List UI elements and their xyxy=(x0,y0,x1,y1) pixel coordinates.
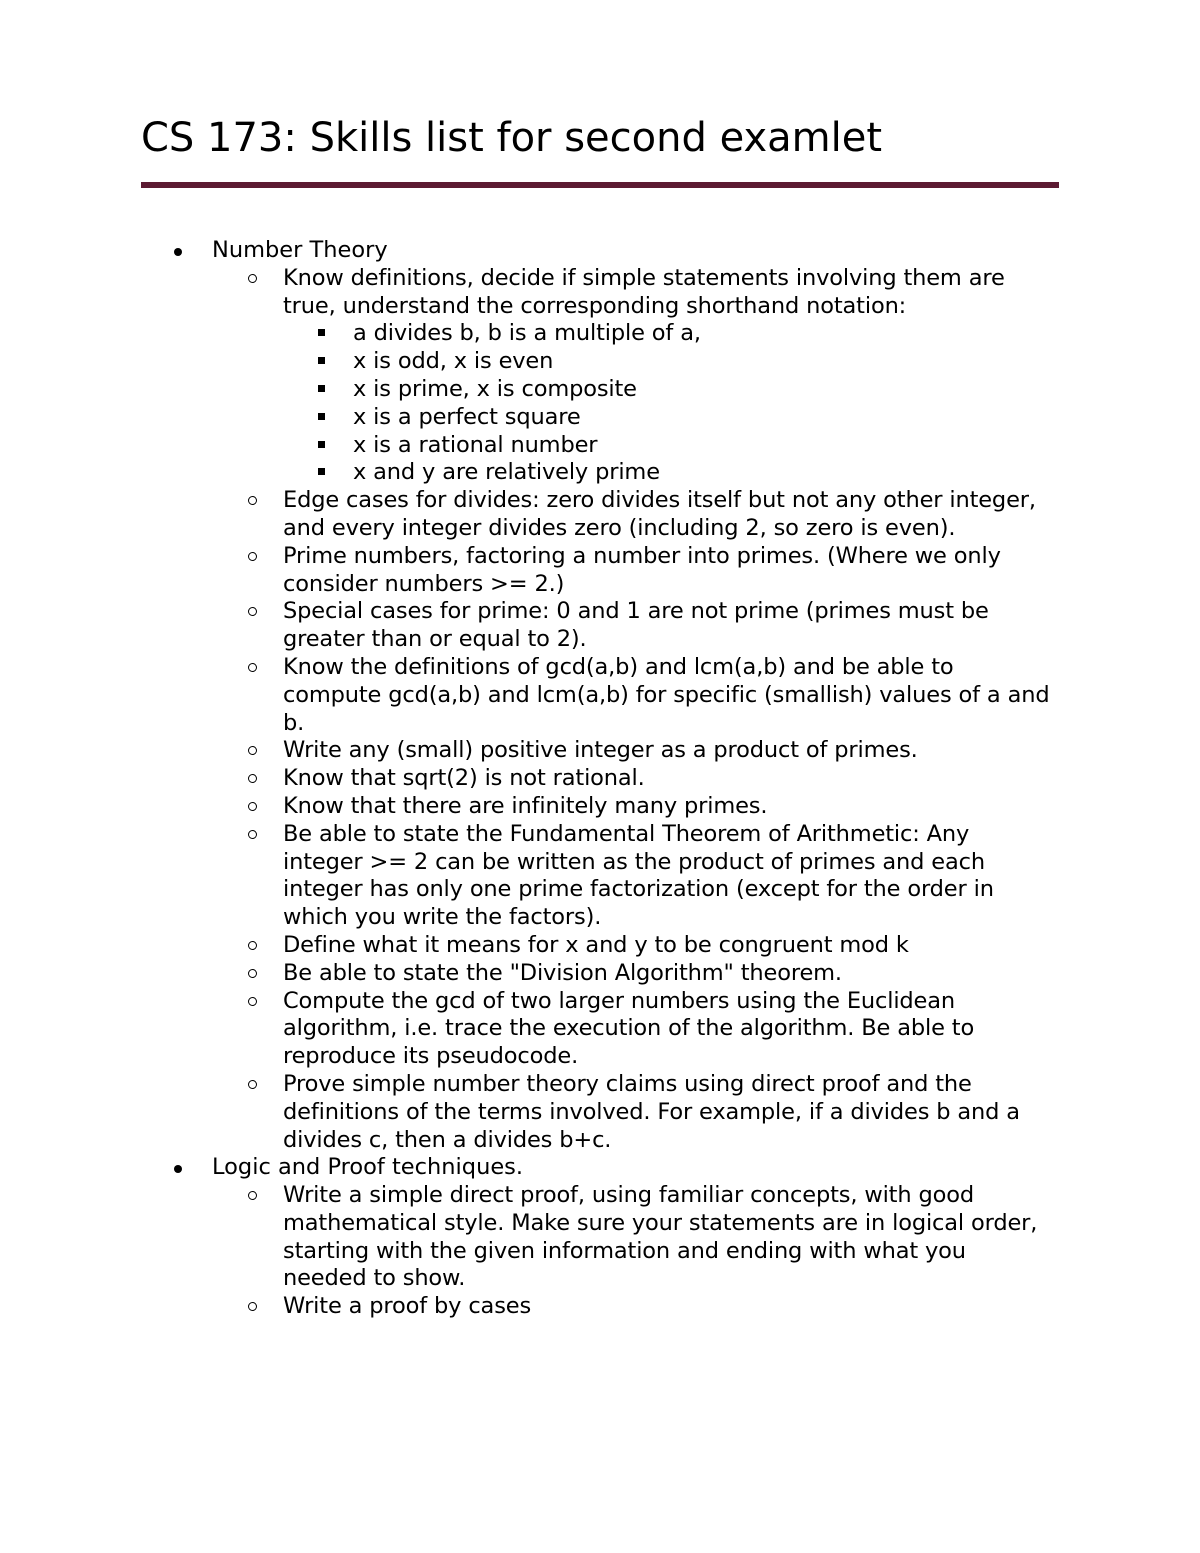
section-item xyxy=(0,237,1052,1154)
list-item-text: Write any (small) positive integer as a product of primes. xyxy=(283,737,918,764)
bullet-disc-icon xyxy=(174,1165,182,1173)
bullet-circle-icon xyxy=(248,1080,257,1089)
list-item-text: Know definitions, decide if simple statements involving them are true, understand the corresponding shorthand notation: xyxy=(283,264,1005,319)
list-item xyxy=(0,1071,1051,1154)
list-item-text: Prime numbers, factoring a number into primes. (Where we only consider numbers >= 2.) xyxy=(283,542,1001,597)
sub-list-item-text: x is a perfect square xyxy=(353,403,581,430)
bullet-circle-icon xyxy=(248,830,257,839)
bullet-square-icon xyxy=(318,413,325,420)
list-item xyxy=(0,821,1051,932)
list-item xyxy=(0,765,1051,793)
bullet-disc-icon xyxy=(174,248,182,256)
list-item xyxy=(0,793,1051,821)
list-item xyxy=(0,737,1051,765)
list-item-text: Know the definitions of gcd(a,b) and lcm(a,b) and be able to compute gcd(a,b) and lcm(a,b) for specific (smallish) values of a and b. xyxy=(283,653,1050,736)
page-title: CS 173: Skills list for second examlet xyxy=(141,115,883,161)
sub-list-item xyxy=(0,459,1051,487)
bullet-circle-icon xyxy=(248,941,257,950)
sub-list-item-text: x is a rational number xyxy=(353,431,598,458)
bullet-circle-icon xyxy=(248,969,257,978)
sub-list-item xyxy=(0,320,1051,348)
outline-list xyxy=(0,237,1200,1321)
sub-list-item xyxy=(0,404,1051,432)
subitems-list xyxy=(283,320,1051,487)
list-item xyxy=(0,1293,1051,1321)
sub-list-item-text: a divides b, b is a multiple of a, xyxy=(353,320,701,347)
list-item-text: Define what it means for x and y to be congruent mod k xyxy=(283,931,909,958)
bullet-circle-icon xyxy=(248,1302,257,1311)
skills-list xyxy=(0,237,1200,1321)
bullet-circle-icon xyxy=(248,496,257,505)
sub-list-item xyxy=(0,432,1051,460)
list-item xyxy=(0,932,1051,960)
list-item-text: Know that sqrt(2) is not rational. xyxy=(283,765,645,792)
bullet-square-icon xyxy=(318,385,325,392)
list-item-text: Know that there are infinitely many primes. xyxy=(283,792,768,819)
list-item xyxy=(0,265,1051,487)
list-item-text: Compute the gcd of two larger numbers using the Euclidean algorithm, i.e. trace the execution of the algorithm. Be able to reproduce its pseudocode. xyxy=(283,987,975,1070)
bullet-square-icon xyxy=(318,329,325,336)
list-item-text: Write a proof by cases xyxy=(283,1293,532,1320)
section-label: Number Theory xyxy=(212,237,388,263)
bullet-circle-icon xyxy=(248,997,257,1006)
bullet-square-icon xyxy=(318,441,325,448)
bullet-circle-icon xyxy=(248,607,257,616)
list-item xyxy=(0,960,1051,988)
list-item xyxy=(0,598,1051,654)
list-item-text: Write a simple direct proof, using familiar concepts, with good mathematical style. Make sure your statements are in logical order, starting with the given information and ending with what you needed to show. xyxy=(283,1182,1038,1292)
sub-list-item-text: x is prime, x is composite xyxy=(353,375,637,402)
title-divider xyxy=(141,182,1059,188)
list-item xyxy=(0,487,1051,543)
sub-list-item-text: x is odd, x is even xyxy=(353,348,554,375)
bullet-circle-icon xyxy=(248,552,257,561)
bullet-circle-icon xyxy=(248,663,257,672)
bullet-circle-icon xyxy=(248,746,257,755)
list-item xyxy=(0,988,1051,1071)
list-item-text: Prove simple number theory claims using direct proof and the definitions of the terms involved. For example, if a divides b and a divides c, then a divides b+c. xyxy=(283,1070,1020,1153)
bullet-circle-icon xyxy=(248,774,257,783)
list-item-text: Special cases for prime: 0 and 1 are not prime (primes must be greater than or equal to 2). xyxy=(283,598,989,653)
list-item-text: Be able to state the "Division Algorithm" theorem. xyxy=(283,959,842,986)
bullet-square-icon xyxy=(318,468,325,475)
list-item xyxy=(0,1182,1051,1293)
sub-list-item xyxy=(0,376,1051,404)
sub-list-item-text: x and y are relatively prime xyxy=(353,459,660,486)
section-items-list xyxy=(0,1182,1052,1321)
list-item xyxy=(0,654,1051,737)
list-item-text: Be able to state the Fundamental Theorem of Arithmetic: Any integer >= 2 can be written as the product of primes and each integer has only one prime factorization (except for the order in which you write the factors). xyxy=(283,820,994,931)
bullet-circle-icon xyxy=(248,1191,257,1200)
section-items-list xyxy=(0,265,1052,1155)
sub-list-item xyxy=(0,348,1051,376)
bullet-circle-icon xyxy=(248,802,257,811)
bullet-circle-icon xyxy=(248,274,257,283)
list-item-text: Edge cases for divides: zero divides itself but not any other integer, and every integer divides zero (including 2, so zero is even). xyxy=(283,487,1036,541)
bullet-square-icon xyxy=(318,357,325,364)
list-item xyxy=(0,543,1051,599)
section-label: Logic and Proof techniques. xyxy=(212,1154,524,1181)
section-item xyxy=(0,1154,1052,1321)
